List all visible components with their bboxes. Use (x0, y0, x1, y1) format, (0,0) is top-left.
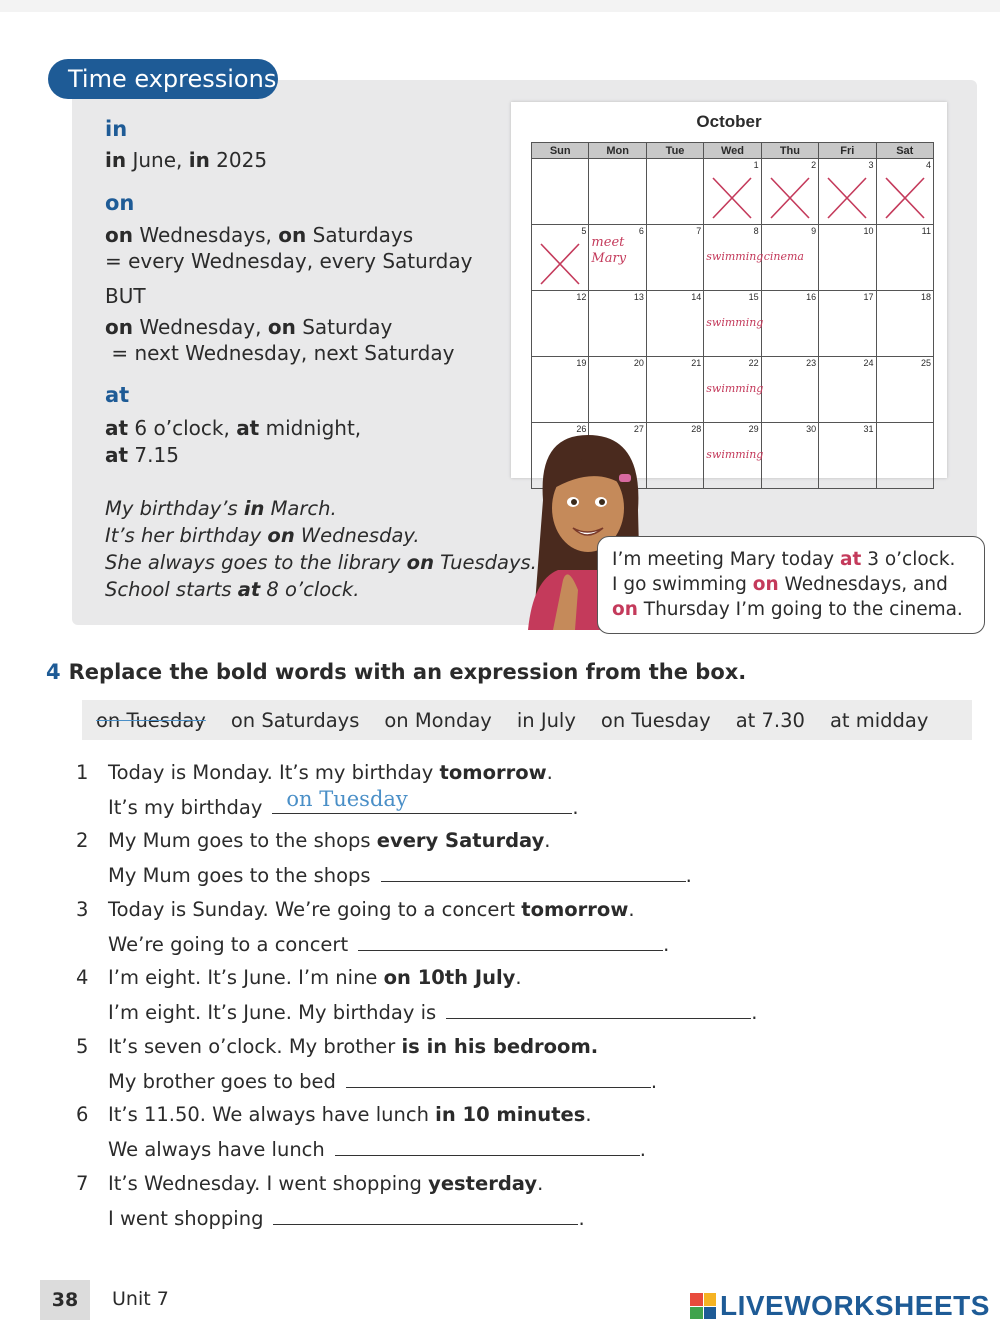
section-title-pill: Time expressions (48, 59, 278, 99)
rule-at-heading: at (105, 383, 130, 407)
calendar-note-swimming: swimming (706, 316, 764, 329)
calendar-cell: 6 meet Mary (589, 225, 646, 291)
rule-on-example-1: on Wednesdays, on Saturdays (105, 223, 414, 247)
calendar-note-meet-mary: meet Mary (591, 235, 627, 266)
example-sentences (105, 495, 537, 603)
rule-in-heading: in (105, 117, 128, 141)
item-number: 2 (76, 829, 89, 852)
item-stem: I went shopping (108, 1207, 264, 1230)
exercise-title (46, 660, 746, 684)
calendar-cell: 11 (876, 225, 933, 291)
calendar (511, 102, 947, 478)
item-number: 6 (76, 1103, 89, 1126)
calendar-cell: 23 (761, 357, 818, 423)
calendar-cell: 19 (532, 357, 589, 423)
calendar-cell: 20 (589, 357, 646, 423)
item-answer-line: My Mum goes to the shops . (108, 860, 692, 891)
calendar-cell: 18 (876, 291, 933, 357)
calendar-cell: 27 (589, 423, 646, 489)
calendar-cell: 9 cinema (761, 225, 818, 291)
calendar-cell: 29 swimming (704, 423, 761, 489)
item-number: 4 (76, 966, 89, 989)
word-box (82, 700, 972, 740)
item-stem: We always have lunch (108, 1138, 325, 1161)
calendar-cell: 25 (876, 357, 933, 423)
word-box-option: at 7.30 (735, 708, 805, 732)
day-header: Thu (761, 143, 818, 159)
cross-mark-icon (825, 175, 869, 221)
item-answer-line: It’s my birthday on Tuesday . (108, 792, 579, 823)
calendar-cell: 16 (761, 291, 818, 357)
calendar-cell: 1 (704, 159, 761, 225)
item-answer-line: We’re going to a concert . (108, 929, 669, 960)
word-box-option: on Monday (384, 708, 492, 732)
calendar-month: October (696, 112, 762, 131)
calendar-note-cinema: cinema (763, 250, 804, 263)
calendar-note-swimming: swimming (706, 250, 764, 263)
calendar-cell: 24 (819, 357, 876, 423)
word-box-option: at midday (829, 708, 929, 732)
calendar-cell (646, 159, 703, 225)
calendar-cell: 15 swimming (704, 291, 761, 357)
item-answer-line: I’m eight. It’s June. My birthday is . (108, 997, 757, 1028)
item-prompt: It’s Wednesday. I went shopping yesterday. (108, 1172, 544, 1195)
item-prompt: It’s 11.50. We always have lunch in 10 minutes. (108, 1103, 592, 1126)
speech-line: I’m meeting Mary today at 3 o’clock. (612, 549, 956, 570)
unit-label: Unit 7 (112, 1288, 169, 1310)
example-sentence: She always goes to the library on Tuesdays. (105, 551, 537, 574)
calendar-note-swimming: swimming (706, 448, 764, 461)
rule-on-example-2-meaning: = next Wednesday, next Saturday (105, 341, 455, 365)
calendar-cell: 10 (819, 225, 876, 291)
calendar-cell: 12 (532, 291, 589, 357)
answer-blank[interactable] (381, 860, 686, 882)
calendar-cell: 30 (761, 423, 818, 489)
liveworksheets-logo-icon (690, 1293, 716, 1319)
item-prompt: Today is Monday. It’s my birthday tomorrow. (108, 761, 553, 784)
rule-in-example: in June, in 2025 (105, 148, 268, 172)
day-header: Sat (876, 143, 933, 159)
item-number: 1 (76, 761, 89, 784)
calendar-cell (876, 423, 933, 489)
day-header: Tue (646, 143, 703, 159)
calendar-cell: 13 (589, 291, 646, 357)
item-stem: We’re going to a concert (108, 933, 349, 956)
rule-but: BUT (105, 284, 146, 308)
item-answer-line: My brother goes to bed . (108, 1066, 657, 1097)
day-header: Fri (819, 143, 876, 159)
item-stem: My Mum goes to the shops (108, 864, 371, 887)
cross-mark-icon (883, 175, 927, 221)
calendar-cell: 5 (532, 225, 589, 291)
item-number: 3 (76, 898, 89, 921)
calendar-cell: 28 (646, 423, 703, 489)
answer-blank[interactable] (358, 929, 663, 951)
answer-blank[interactable] (446, 997, 751, 1019)
item-answer-line: I went shopping . (108, 1203, 585, 1234)
calendar-cell: 21 (646, 357, 703, 423)
day-header: Wed (704, 143, 761, 159)
top-strip (0, 0, 1000, 12)
answer-blank[interactable] (273, 1203, 578, 1225)
item-number: 5 (76, 1035, 89, 1058)
calendar-cell: 7 (646, 225, 703, 291)
rule-on-heading: on (105, 191, 135, 215)
rule-at-example-2: at 7.15 (105, 443, 179, 467)
cross-mark-icon (710, 175, 754, 221)
calendar-cell (532, 159, 589, 225)
cross-mark-icon (768, 175, 812, 221)
page-number: 38 (40, 1280, 90, 1320)
word-box-option-used: on Tuesday (96, 708, 206, 732)
calendar-cell: 14 (646, 291, 703, 357)
brand-name: LIVEWORKSHEETS (720, 1290, 990, 1321)
item-prompt: Today is Sunday. We’re going to a concert tomorrow. (108, 898, 635, 921)
calendar-cell: 3 (819, 159, 876, 225)
speech-line: I go swimming on Wednesdays, and (612, 574, 948, 595)
item-prompt: My Mum goes to the shops every Saturday. (108, 829, 551, 852)
item-stem: It’s my birthday (108, 796, 263, 819)
cross-mark-icon (538, 241, 582, 287)
item-prompt: It’s seven o’clock. My brother is in his bedroom. (108, 1035, 599, 1058)
answer-blank[interactable] (335, 1134, 640, 1156)
calendar-cell: 4 (876, 159, 933, 225)
speech-line: on Thursday I’m going to the cinema. (612, 599, 963, 620)
item-answer-line: We always have lunch . (108, 1134, 646, 1165)
item-prompt: I’m eight. It’s June. I’m nine on 10th July. (108, 966, 522, 989)
word-box-option: on Tuesday (600, 708, 711, 732)
liveworksheets-brand (690, 1290, 990, 1322)
calendar-cell: 2 (761, 159, 818, 225)
item-stem: My brother goes to bed (108, 1070, 336, 1093)
item-stem: I’m eight. It’s June. My birthday is (108, 1001, 437, 1024)
example-sentence: School starts at 8 o’clock. (105, 578, 360, 601)
word-box-option: on Saturdays (230, 708, 360, 732)
example-sentence: My birthday’s in March. (105, 497, 337, 520)
day-header: Mon (589, 143, 646, 159)
speech-bubble (597, 536, 985, 634)
rule-at-example-1: at 6 o’clock, at midnight, (105, 416, 362, 440)
example-sentence: It’s her birthday on Wednesday. (105, 524, 420, 547)
rule-on-example-1-meaning: = every Wednesday, every Saturday (105, 249, 473, 273)
calendar-cell: 8 swimming (704, 225, 761, 291)
calendar-cell: 31 (819, 423, 876, 489)
calendar-cell (589, 159, 646, 225)
rule-on-example-2: on Wednesday, on Saturday (105, 315, 393, 339)
exercise-number: 4 (46, 660, 61, 684)
calendar-cell: 17 (819, 291, 876, 357)
item-number: 7 (76, 1172, 89, 1195)
calendar-cell: 22 swimming (704, 357, 761, 423)
exercise-instruction: Replace the bold words with an expression from the box. (68, 660, 747, 684)
word-box-option: in July (516, 708, 576, 732)
calendar-note-swimming: swimming (706, 382, 764, 395)
answer-blank[interactable] (346, 1066, 651, 1088)
day-header: Sun (532, 143, 589, 159)
calendar-cell: 26 (532, 423, 589, 489)
filled-answer: on Tuesday (286, 787, 408, 811)
